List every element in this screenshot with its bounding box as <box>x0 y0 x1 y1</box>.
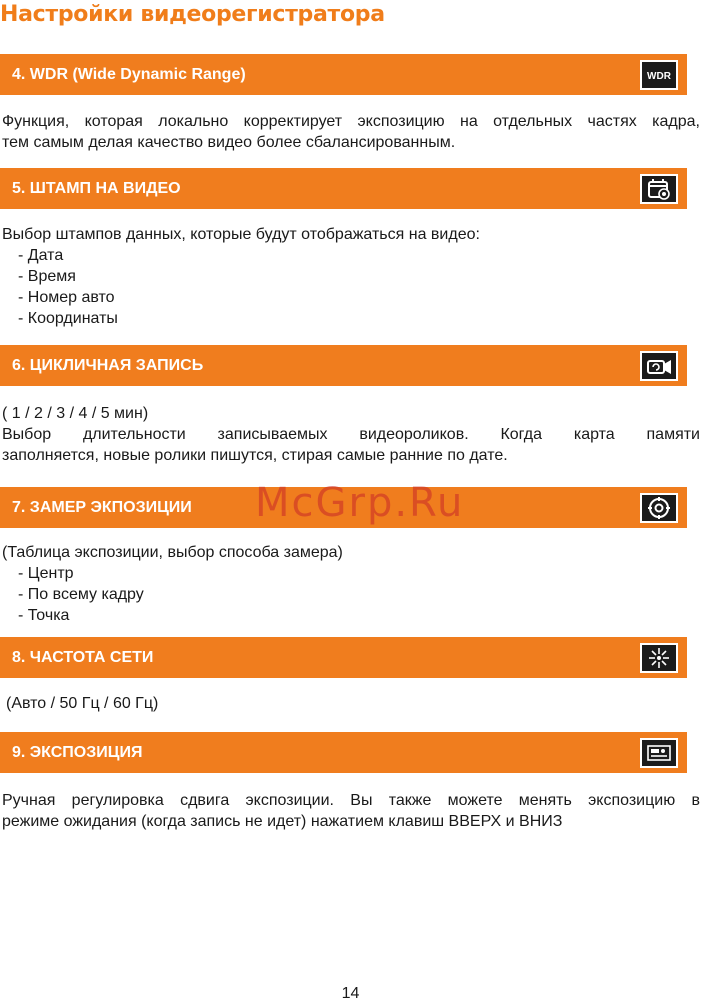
exposure-icon <box>640 738 678 768</box>
date-stamp-icon <box>640 174 678 204</box>
list-item: - Центр <box>2 563 144 584</box>
section-header-frequency <box>0 637 687 678</box>
section-body-line: заполняется, новые ролики пишутся, стирая самые ранние по дате. <box>2 447 508 464</box>
section-header-metering <box>0 487 687 528</box>
page-number: 14 <box>341 985 360 1002</box>
section-body-line: Ручная регулировка сдвига экспозиции. Вы также можете менять экспозицию в <box>2 792 700 809</box>
section-title: 5. ШТАМП НА ВИДЕО <box>12 179 181 197</box>
list-item: - Номер авто <box>2 287 118 308</box>
section-header-stamp <box>0 168 687 209</box>
list-item: - Время <box>2 266 118 287</box>
page-title: Настройки видеорегистратора <box>0 2 385 27</box>
list-item: - Точка <box>2 605 144 626</box>
section-title: 6. ЦИКЛИЧНАЯ ЗАПИСЬ <box>12 356 204 374</box>
loop-recording-icon <box>640 351 678 381</box>
metering-list <box>2 563 144 626</box>
section-body-line: Функция, которая локально корректирует экспозицию на отдельных частях кадра, <box>2 113 700 130</box>
list-item: - Координаты <box>2 308 118 329</box>
watermark: McGrp.Ru <box>255 480 465 526</box>
section-title: 4. WDR (Wide Dynamic Range) <box>12 65 246 83</box>
list-item: - По всему кадру <box>2 584 144 605</box>
section-body-line: тем самым делая качество видео более сбалансированным. <box>2 134 456 151</box>
section-title: 9. ЭКСПОЗИЦИЯ <box>12 743 143 761</box>
section-body-line: режиме ожидания (когда запись не идет) нажатием клавиш ВВЕРХ и ВНИЗ <box>2 813 563 830</box>
section-title: 7. ЗАМЕР ЭКПОЗИЦИИ <box>12 498 192 516</box>
section-header-loop-recording <box>0 345 687 386</box>
section-intro: Выбор штампов данных, которые будут отображаться на видео: <box>2 226 480 243</box>
section-header-exposure <box>0 732 687 773</box>
section-body-line: Выбор длительности записываемых видеороликов. Когда карта памяти <box>2 426 700 443</box>
section-header-wdr <box>0 54 687 95</box>
wdr-icon <box>640 60 678 90</box>
stamp-list <box>2 245 118 329</box>
section-intro: (Таблица экспозиции, выбор способа замера) <box>2 544 343 561</box>
wdr-icon-label: WDR <box>647 70 671 82</box>
section-options: (Авто / 50 Гц / 60 Гц) <box>6 695 159 712</box>
section-title: 8. ЧАСТОТА СЕТИ <box>12 648 154 666</box>
list-item: - Дата <box>2 245 118 266</box>
flicker-frequency-icon <box>640 643 678 673</box>
section-options: ( 1 / 2 / 3 / 4 / 5 мин) <box>2 405 149 422</box>
metering-icon <box>640 493 678 523</box>
